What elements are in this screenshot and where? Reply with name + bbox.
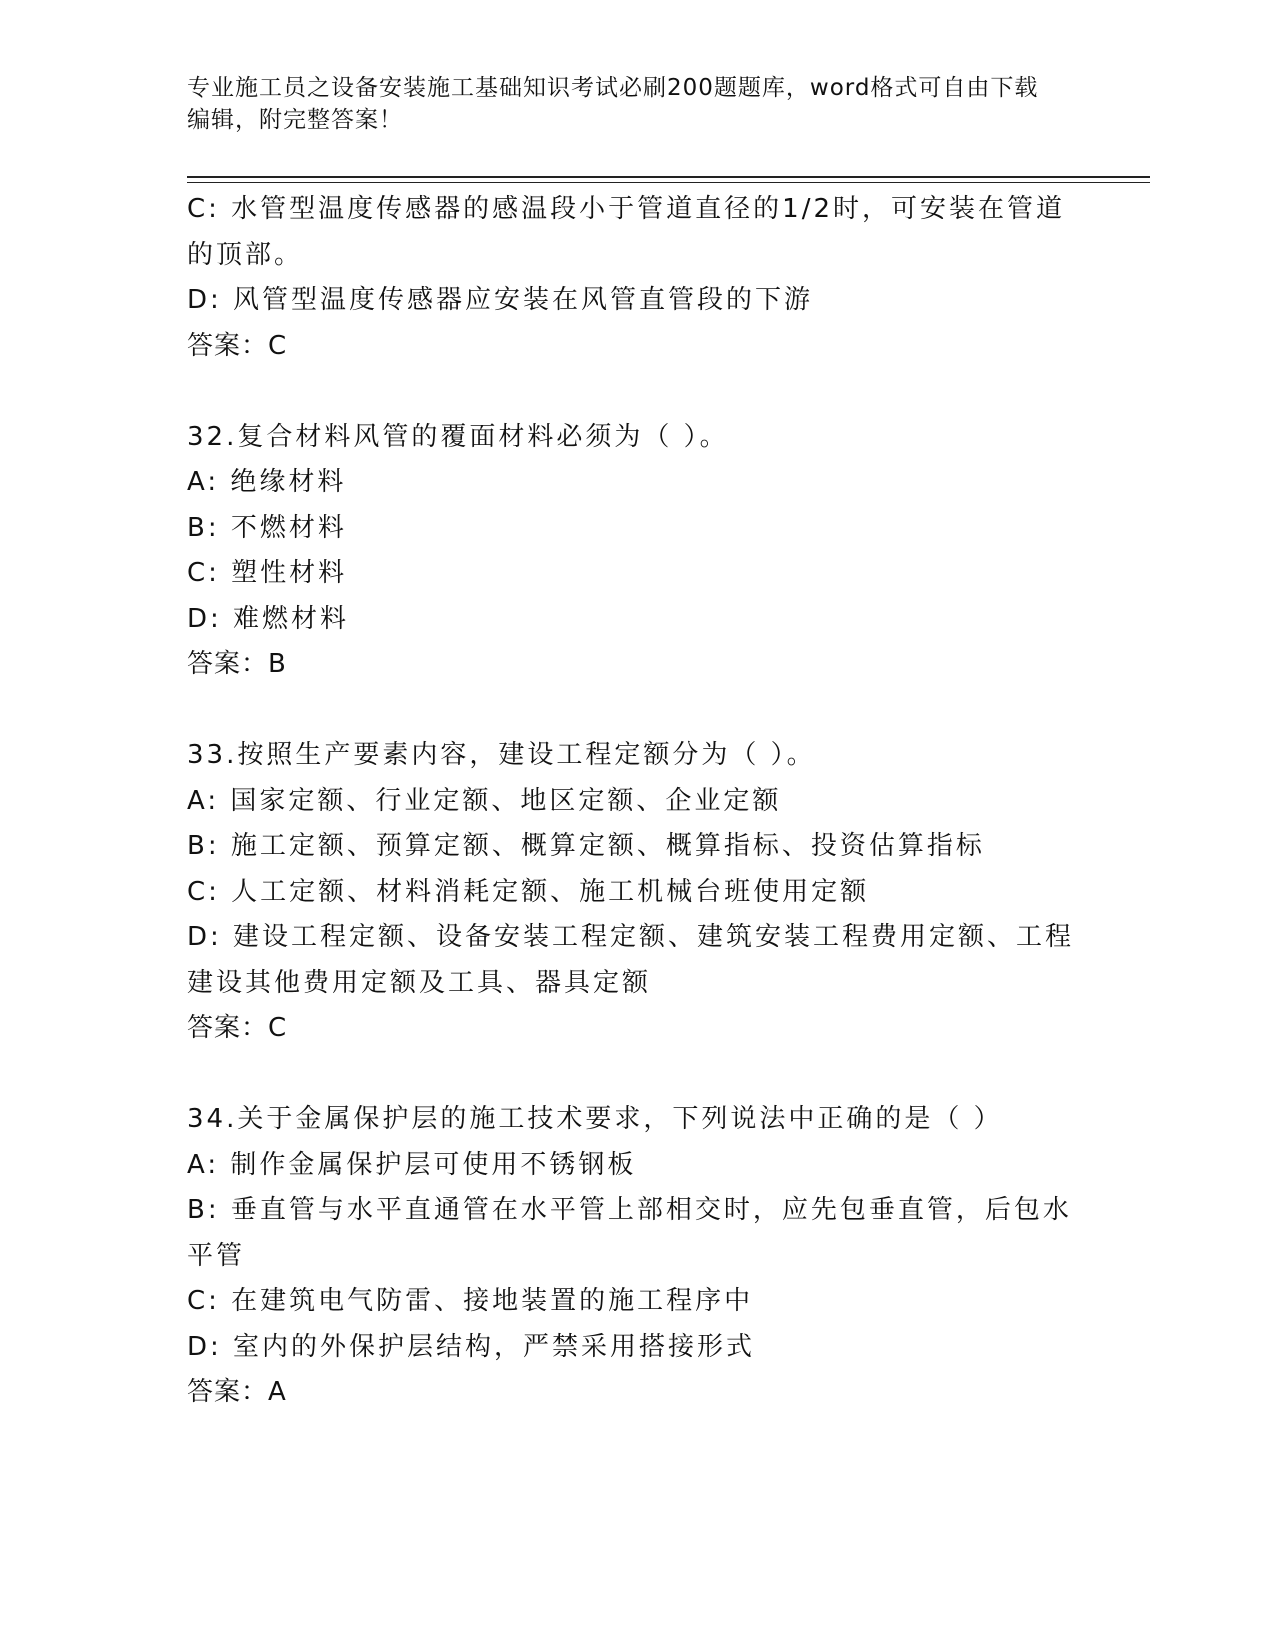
- question-stem: 33.按照生产要素内容，建设工程定额分为（ ）。: [187, 740, 816, 770]
- option-c: C: 在建筑电气防雷、接地装置的施工程序中: [187, 1286, 754, 1316]
- option-c: C: 塑性材料: [187, 558, 348, 588]
- header-title-line-2: 编辑，附完整答案！: [187, 107, 403, 133]
- spacer: [187, 1052, 1087, 1098]
- question-33: [187, 733, 1087, 1052]
- option-d: D: 风管型温度传感器应安装在风管直管段的下游: [187, 285, 814, 315]
- question-list: [187, 187, 1087, 1416]
- answer: 答案：A: [187, 1377, 287, 1407]
- header-divider-thin: [187, 182, 1150, 183]
- question-31-continued: [187, 187, 1087, 369]
- option-d: D: 难燃材料: [187, 603, 350, 634]
- spacer: [187, 688, 1087, 734]
- option-d-line-2: 建设其他费用定额及工具、器具定额: [187, 967, 652, 998]
- question-stem: 34.关于金属保护层的施工技术要求，下列说法中正确的是（ ）: [187, 1104, 1003, 1134]
- document-header: [187, 72, 1067, 136]
- option-c-line-2: 的顶部。: [187, 239, 304, 270]
- option-c-line-1: C: 水管型温度传感器的感温段小于管道直径的1/2时，可安装在管道: [187, 194, 1066, 224]
- option-d: D: 室内的外保护层结构，严禁采用搭接形式: [187, 1331, 756, 1362]
- option-a: A: 国家定额、行业定额、地区定额、企业定额: [187, 785, 782, 816]
- answer: 答案：C: [187, 330, 288, 361]
- option-b-line-1: B: 垂直管与水平直通管在水平管上部相交时，应先包垂直管，后包水: [187, 1195, 1072, 1225]
- option-d-line-1: D: 建设工程定额、设备安装工程定额、建筑安装工程费用定额、工程: [187, 922, 1075, 952]
- question-34: [187, 1097, 1087, 1416]
- option-b: B: 不燃材料: [187, 512, 347, 543]
- option-b-line-2: 平管: [187, 1240, 246, 1271]
- option-c: C: 人工定额、材料消耗定额、施工机械台班使用定额: [187, 876, 870, 907]
- spacer: [187, 369, 1087, 415]
- option-a: A: 制作金属保护层可使用不锈钢板: [187, 1149, 637, 1180]
- question-stem: 32.复合材料风管的覆面材料必须为（ ）。: [187, 421, 729, 452]
- question-32: [187, 415, 1087, 688]
- header-divider-thick: [187, 176, 1150, 178]
- answer: 答案：C: [187, 1013, 288, 1043]
- option-b: B: 施工定额、预算定额、概算定额、概算指标、投资估算指标: [187, 831, 985, 861]
- header-title-line-1: 专业施工员之设备安装施工基础知识考试必刷200题题库，word格式可自由下载: [187, 75, 1039, 101]
- option-a: A: 绝缘材料: [187, 467, 347, 497]
- answer: 答案：B: [187, 649, 287, 679]
